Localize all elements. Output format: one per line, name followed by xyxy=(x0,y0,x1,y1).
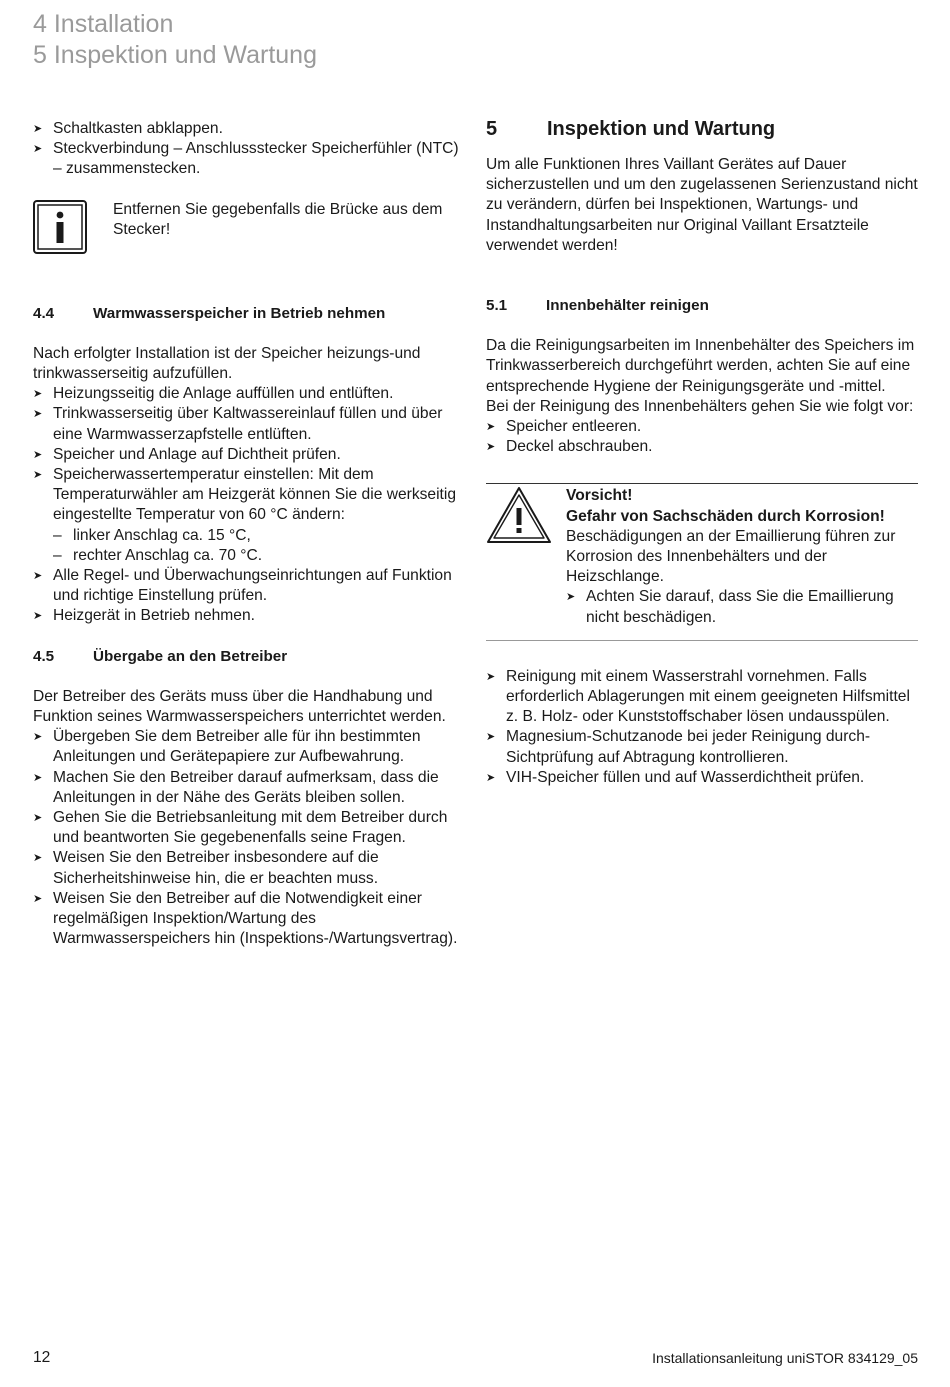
page-number: 12 xyxy=(33,1349,51,1366)
list-item: ➤ Deckel abschrauben. xyxy=(486,437,918,457)
document-reference: Installationsanleitung uniSTOR 834129_05 xyxy=(652,1350,918,1366)
bullet-list xyxy=(33,384,465,626)
sub-list-item: – linker Anschlag ca. 15 °C, xyxy=(53,526,465,546)
list-item xyxy=(33,465,465,566)
sub-list-item: – rechter Anschlag ca. 70 °C. xyxy=(53,546,465,566)
warning-title: Vorsicht! xyxy=(566,487,633,505)
info-text: Entfernen Sie gegebenfalls die Brücke aus dem Stecker! xyxy=(113,200,443,238)
section-title: Warmwasserspeicher in Betrieb nehmen xyxy=(93,304,386,322)
paragraph: Bei der Reinigung des Innenbehälters gehen Sie wie folgt vor: xyxy=(486,397,914,415)
header-chapter-5: 5 Inspektion und Wartung xyxy=(33,41,317,69)
list-item: ➤ Alle Regel- und Überwachungseinrichtungen auf Funktion und richtige Einstellung prüfen. xyxy=(33,566,465,606)
paragraph: Da die Reinigungsarbeiten im Innenbehälter des Speichers im Trinkwasserbereich durchgeführt werden, achten Sie auf eine entsprechende Hygiene der Reinigungsgeräte und -mittel. xyxy=(486,337,915,395)
section-number: 4.4 xyxy=(33,304,55,322)
paragraph: Nach erfolgter Installation ist der Speicher heizungs-und trinkwasserseitig aufzufüllen. xyxy=(33,344,421,383)
list-item: ➤ Weisen Sie den Betreiber insbesondere auf die Sicherheitshinweise hin, die er beachten muss. xyxy=(33,848,465,888)
list-item: ➤ Heizgerät in Betrieb nehmen. xyxy=(33,606,465,626)
list-item: ➤ Achten Sie darauf, dass Sie die Emaillierung nicht beschädigen. xyxy=(566,587,918,627)
paragraph: Um alle Funktionen Ihres Vaillant Gerätes auf Dauer sicherzustellen und um den zugelassenen Serienzustand nicht zu verändern, dürfen bei Inspektionen, Wartungs- und Instandhaltungsarbeiten nur Original Vaillant Ersatzteile verwendet werden! xyxy=(486,156,918,254)
bullet-list xyxy=(486,667,918,788)
list-item: ➤ Machen Sie den Betreiber darauf aufmerksam, dass die Anleitungen in der Nähe des Geräts bleiben sollen. xyxy=(33,768,465,808)
warning-triangle-icon xyxy=(486,486,552,544)
list-item: ➤ Speicher und Anlage auf Dichtheit prüfen. xyxy=(33,445,465,465)
section-title: Übergabe an den Betreiber xyxy=(93,647,288,665)
warning-text: Beschädigungen an der Emaillierung führen zur Korrosion des Innenbehälters und der Heizschlange. xyxy=(566,527,896,586)
section-number: 5.1 xyxy=(486,297,508,315)
list-item: ➤ Schaltkasten abklappen. xyxy=(33,119,465,139)
bullet-list xyxy=(486,417,918,457)
list-item: ➤ Magnesium-Schutzanode bei jeder Reinigung durch-Sichtprüfung auf Abtragung kontrollieren. xyxy=(486,727,918,767)
list-item: ➤ Trinkwasserseitig über Kaltwassereinlauf füllen und über eine Warmwasserzapfstelle entlüften. xyxy=(33,404,465,444)
warning-subtitle: Gefahr von Sachschäden durch Korrosion! xyxy=(566,507,885,525)
right-column xyxy=(486,119,918,788)
list-item: ➤ Weisen Sie den Betreiber auf die Notwendigkeit einer regelmäßigen Inspektion/Wartung des Warmwasserspeichers hin (Inspektions-/Wartungsvertrag). xyxy=(33,889,465,950)
bullet-list xyxy=(33,727,465,949)
sub-list xyxy=(53,526,465,566)
header-chapter-4: 4 Installation xyxy=(33,10,174,38)
info-note xyxy=(33,200,465,254)
warning-action-list xyxy=(566,587,918,627)
section-number: 4.5 xyxy=(33,647,55,665)
list-item: ➤ Speicher entleeren. xyxy=(486,417,918,437)
list-item: ➤ VIH-Speicher füllen und auf Wasserdichtheit prüfen. xyxy=(486,768,918,788)
intro-bullet-list xyxy=(33,119,465,180)
list-item: ➤ Heizungsseitig die Anlage auffüllen und entlüften. xyxy=(33,384,465,404)
section-heading-4-5 xyxy=(33,647,465,667)
left-column xyxy=(33,119,465,950)
warning-content xyxy=(566,486,918,627)
list-item: ➤ Übergeben Sie dem Betreiber alle für ihn bestimmten Anleitungen und Gerätepapiere zur Aufbewahrung. xyxy=(33,727,465,767)
section-heading-4-4 xyxy=(33,304,465,324)
info-icon xyxy=(33,200,87,254)
list-item-text: Speicherwassertemperatur einstellen: Mit dem Temperaturwähler am Heizgerät können Sie die werkseitig eingestellte Temperatur von 60 °C ändern: xyxy=(53,466,457,524)
section-heading-5 xyxy=(486,117,918,141)
section-title: Inspektion und Wartung xyxy=(547,118,776,140)
list-item: ➤ Steckverbindung – Anschlussstecker Speicherfühler (NTC) – zusammenstecken. xyxy=(33,139,465,179)
paragraph: Der Betreiber des Geräts muss über die Handhabung und Funktion seines Warmwasserspeichers unterrichtet werden. xyxy=(33,687,446,726)
list-item: ➤ Gehen Sie die Betriebsanleitung mit dem Betreiber durch und beantworten Sie gegebenenfalls seine Fragen. xyxy=(33,808,465,848)
section-title: Innenbehälter reinigen xyxy=(546,297,709,315)
warning-box xyxy=(486,483,918,640)
section-number: 5 xyxy=(486,118,498,140)
section-heading-5-1 xyxy=(486,296,918,316)
list-item: ➤ Reinigung mit einem Wasserstrahl vornehmen. Falls erforderlich Ablagerungen mit einem geeigneten Hilfsmittel z. B. Holz- oder Kunststoffschaber lösen undausspülen. xyxy=(486,667,918,728)
